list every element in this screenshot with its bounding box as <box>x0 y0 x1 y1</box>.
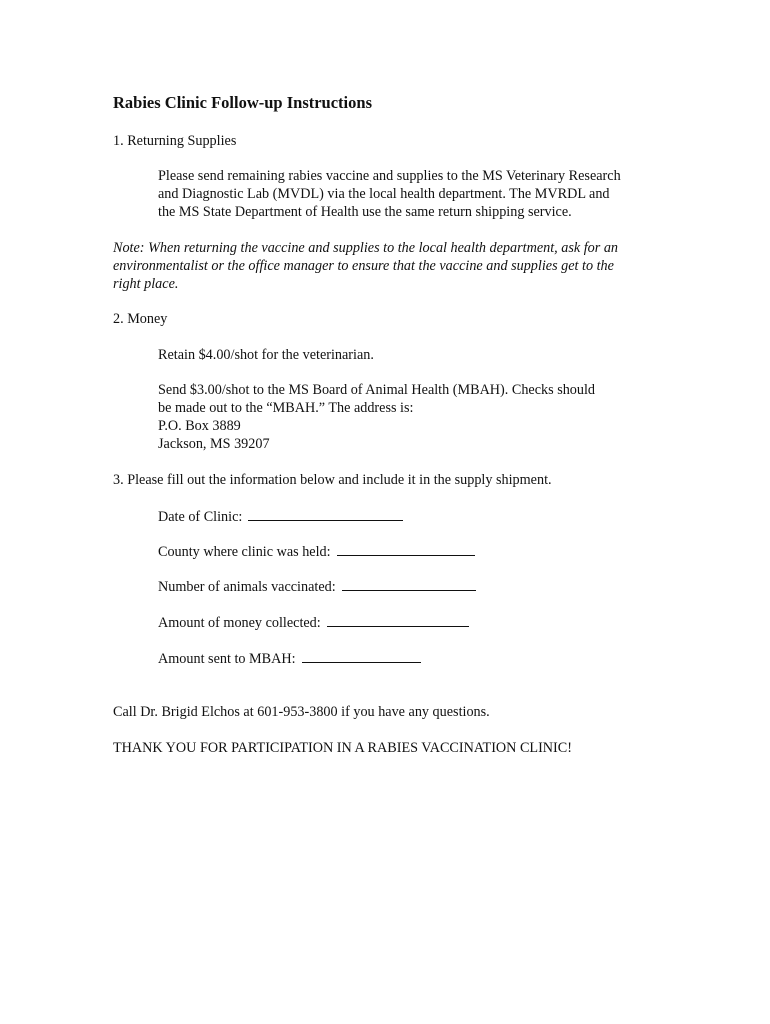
document-title: Rabies Clinic Follow-up Instructions <box>113 93 372 112</box>
form-field-money-collected <box>158 613 469 632</box>
date-of-clinic-blank[interactable] <box>248 507 403 521</box>
amount-sent-blank[interactable] <box>302 649 421 663</box>
field-label: County where clinic was held: <box>158 544 331 560</box>
field-label: Amount of money collected: <box>158 615 321 631</box>
section-1-heading: 1. Returning Supplies <box>113 133 237 149</box>
send-instruction-line: be made out to the “MBAH.” The address is: <box>158 400 414 416</box>
money-collected-blank[interactable] <box>327 613 469 627</box>
section-1-body-line: the MS State Department of Health use the same return shipping service. <box>158 204 572 220</box>
section-3-heading: 3. Please fill out the information below and include it in the supply shipment. <box>113 472 552 488</box>
address-line: P.O. Box 3889 <box>158 418 241 434</box>
retain-instruction: Retain $4.00/shot for the veterinarian. <box>158 347 374 363</box>
contact-line: Call Dr. Brigid Elchos at 601-953-3800 if you have any questions. <box>113 704 490 720</box>
form-field-date-of-clinic <box>158 507 403 526</box>
thank-you-line: THANK YOU FOR PARTICIPATION IN A RABIES VACCINATION CLINIC! <box>113 740 572 756</box>
form-field-animals-vaccinated <box>158 577 476 596</box>
note-line: environmentalist or the office manager to ensure that the vaccine and supplies get to the <box>113 258 614 274</box>
field-label: Amount sent to MBAH: <box>158 651 296 667</box>
note-line: Note: When returning the vaccine and supplies to the local health department, ask for an <box>113 240 619 256</box>
section-2-heading: 2. Money <box>113 311 168 327</box>
animals-vaccinated-blank[interactable] <box>342 577 476 591</box>
section-1-body-line: and Diagnostic Lab (MVDL) via the local health department. The MVRDL and <box>158 186 610 202</box>
form-field-county <box>158 542 475 561</box>
section-1-body-line: Please send remaining rabies vaccine and supplies to the MS Veterinary Research <box>158 168 621 184</box>
field-label: Number of animals vaccinated: <box>158 579 336 595</box>
note-line: right place. <box>113 276 179 292</box>
address-line: Jackson, MS 39207 <box>158 436 270 452</box>
form-field-amount-sent <box>158 649 421 668</box>
send-instruction-line: Send $3.00/shot to the MS Board of Animal Health (MBAH). Checks should <box>158 382 596 398</box>
field-label: Date of Clinic: <box>158 509 243 525</box>
county-blank[interactable] <box>337 542 475 556</box>
